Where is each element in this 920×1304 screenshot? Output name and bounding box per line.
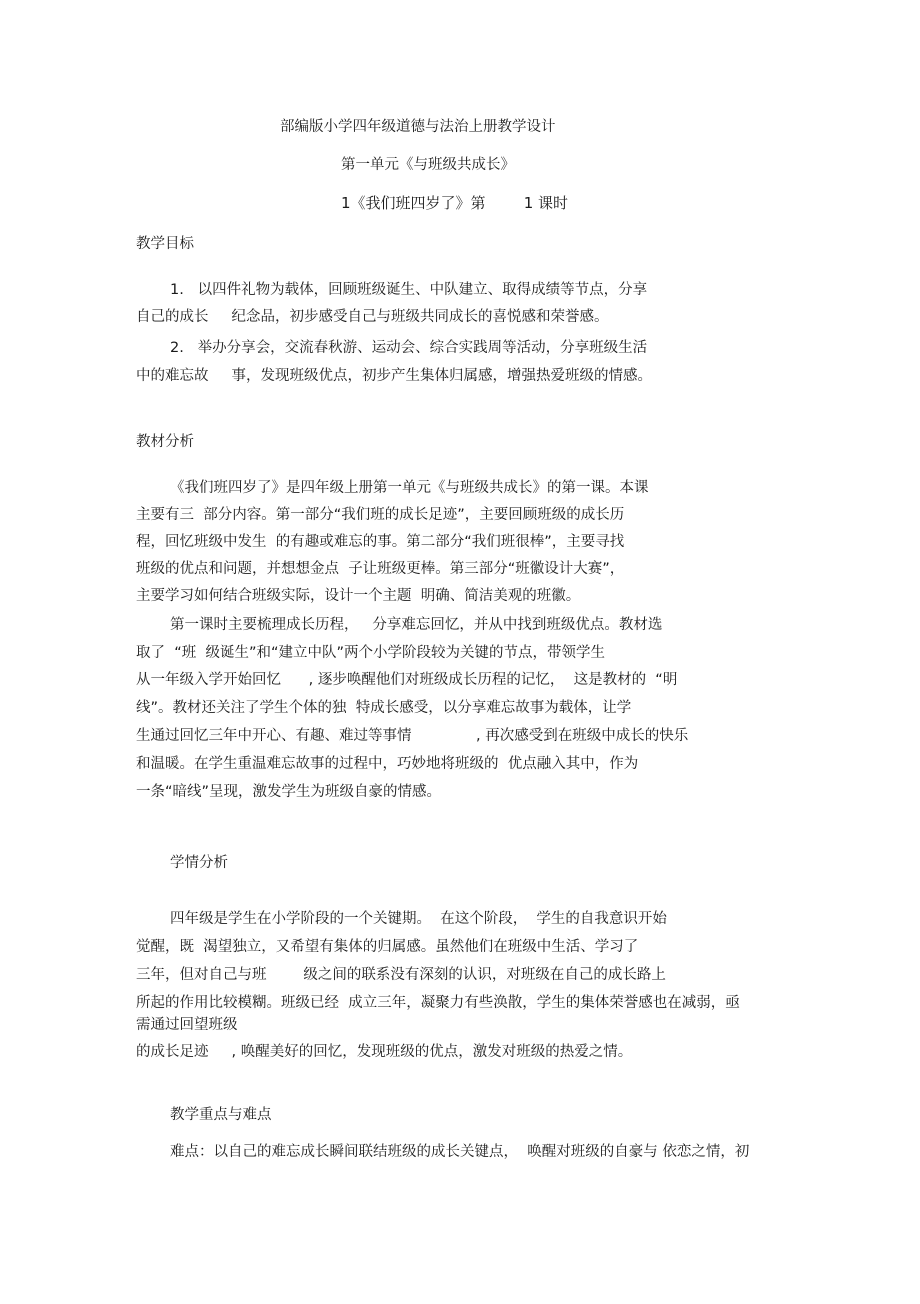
learners-line: 所起的作用比较模糊。班级已经 成立三年，凝聚力有些涣散，学生的集体荣誉感也在减弱，亟 bbox=[136, 995, 740, 1011]
focus-heading: 教学重点与难点 bbox=[170, 1107, 272, 1123]
learners-line: 的成长足迹 , 唤醒美好的回忆，发现班级的优点，激发对班级的热爱之情。 bbox=[136, 1044, 633, 1060]
learners-line: 觉醒，既 渴望独立，又希望有集体的归属感。虽然他们在班级中生活、学习了 bbox=[136, 939, 639, 955]
material-heading: 教材分析 bbox=[136, 434, 194, 450]
material-line: 《我们班四岁了》是四年级上册第一单元《与班级共成长》的第一课。本课 bbox=[170, 480, 649, 496]
material-line: 一条“暗线”呈现，激发学生为班级自豪的情感。 bbox=[136, 784, 442, 800]
material-line: 班级的优点和问题，并想想金点 子让班级更棒。第三部分“班徽设计大赛”， bbox=[136, 561, 625, 577]
learners-heading: 学情分析 bbox=[170, 855, 228, 871]
goals-line: 中的难忘故 事，发现班级优点，初步产生集体归属感，增强热爱班级的情感。 bbox=[136, 368, 653, 384]
material-line: 和温暖。在学生重温难忘故事的过程中，巧妙地将班级的 优点融入其中，作为 bbox=[136, 756, 639, 772]
material-line: 第一课时主要梳理成长历程， 分享难忘回忆，并从中找到班级优点。教材选 bbox=[170, 617, 663, 633]
focus-line: 难点：以自己的难忘成长瞬间联结班级的成长关键点， 唤醒对班级的自豪与 依恋之情，初 bbox=[170, 1144, 750, 1160]
learners-line: 需通过回望班级 bbox=[136, 1017, 238, 1033]
material-line: 程，回忆班级中发生 的有趣或难忘的事。第二部分“我们班很棒”，主要寻找 bbox=[136, 534, 625, 550]
material-line: 从一年级入学开始回忆 , 逐步唤醒他们对班级成长历程的记忆， 这是教材的 “明 bbox=[136, 672, 678, 688]
document-title: 部编版小学四年级道德与法治上册教学设计 bbox=[280, 119, 556, 135]
learners-line: 四年级是学生在小学阶段的一个关键期。 在这个阶段， 学生的自我意识开始 bbox=[170, 911, 667, 927]
material-line: 线”。教材还关注了学生个体的独 特成长感受，以分享难忘故事为载体，让学 bbox=[136, 700, 632, 716]
goals-line: 自己的成长 纪念品，初步感受自己与班级共同成长的喜悦感和荣誉感。 bbox=[136, 309, 609, 325]
material-line: 取了 “班 级诞生”和“建立中队”两个小学阶段较为关键的节点，带领学生 bbox=[136, 645, 605, 661]
material-line: 主要有三 部分内容。第一部分“我们班的成长足迹”，主要回顾班级的成长历 bbox=[136, 507, 625, 523]
goals-line: 1. 以四件礼物为载体，回顾班级诞生、中队建立、取得成绩等节点，分享 bbox=[170, 282, 648, 298]
material-line: 生通过回忆三年中开心、有趣、难过等事情 , 再次感受到在班级中成长的快乐 bbox=[136, 728, 689, 744]
learners-line: 三年，但对自己与班 级之间的联系没有深刻的认识，对班级在自己的成长路上 bbox=[136, 967, 666, 983]
material-line: 主要学习如何结合班级实际，设计一个主题 明确、简洁美观的班徽。 bbox=[136, 588, 581, 604]
lesson-title: 1《我们班四岁了》第 1 课时 bbox=[341, 194, 569, 212]
goals-line: 2. 举办分享会，交流春秋游、运动会、综合实践周等活动，分享班级生活 bbox=[170, 340, 648, 356]
goals-heading: 教学目标 bbox=[136, 236, 194, 252]
unit-title: 第一单元《与班级共成长》 bbox=[341, 157, 515, 173]
